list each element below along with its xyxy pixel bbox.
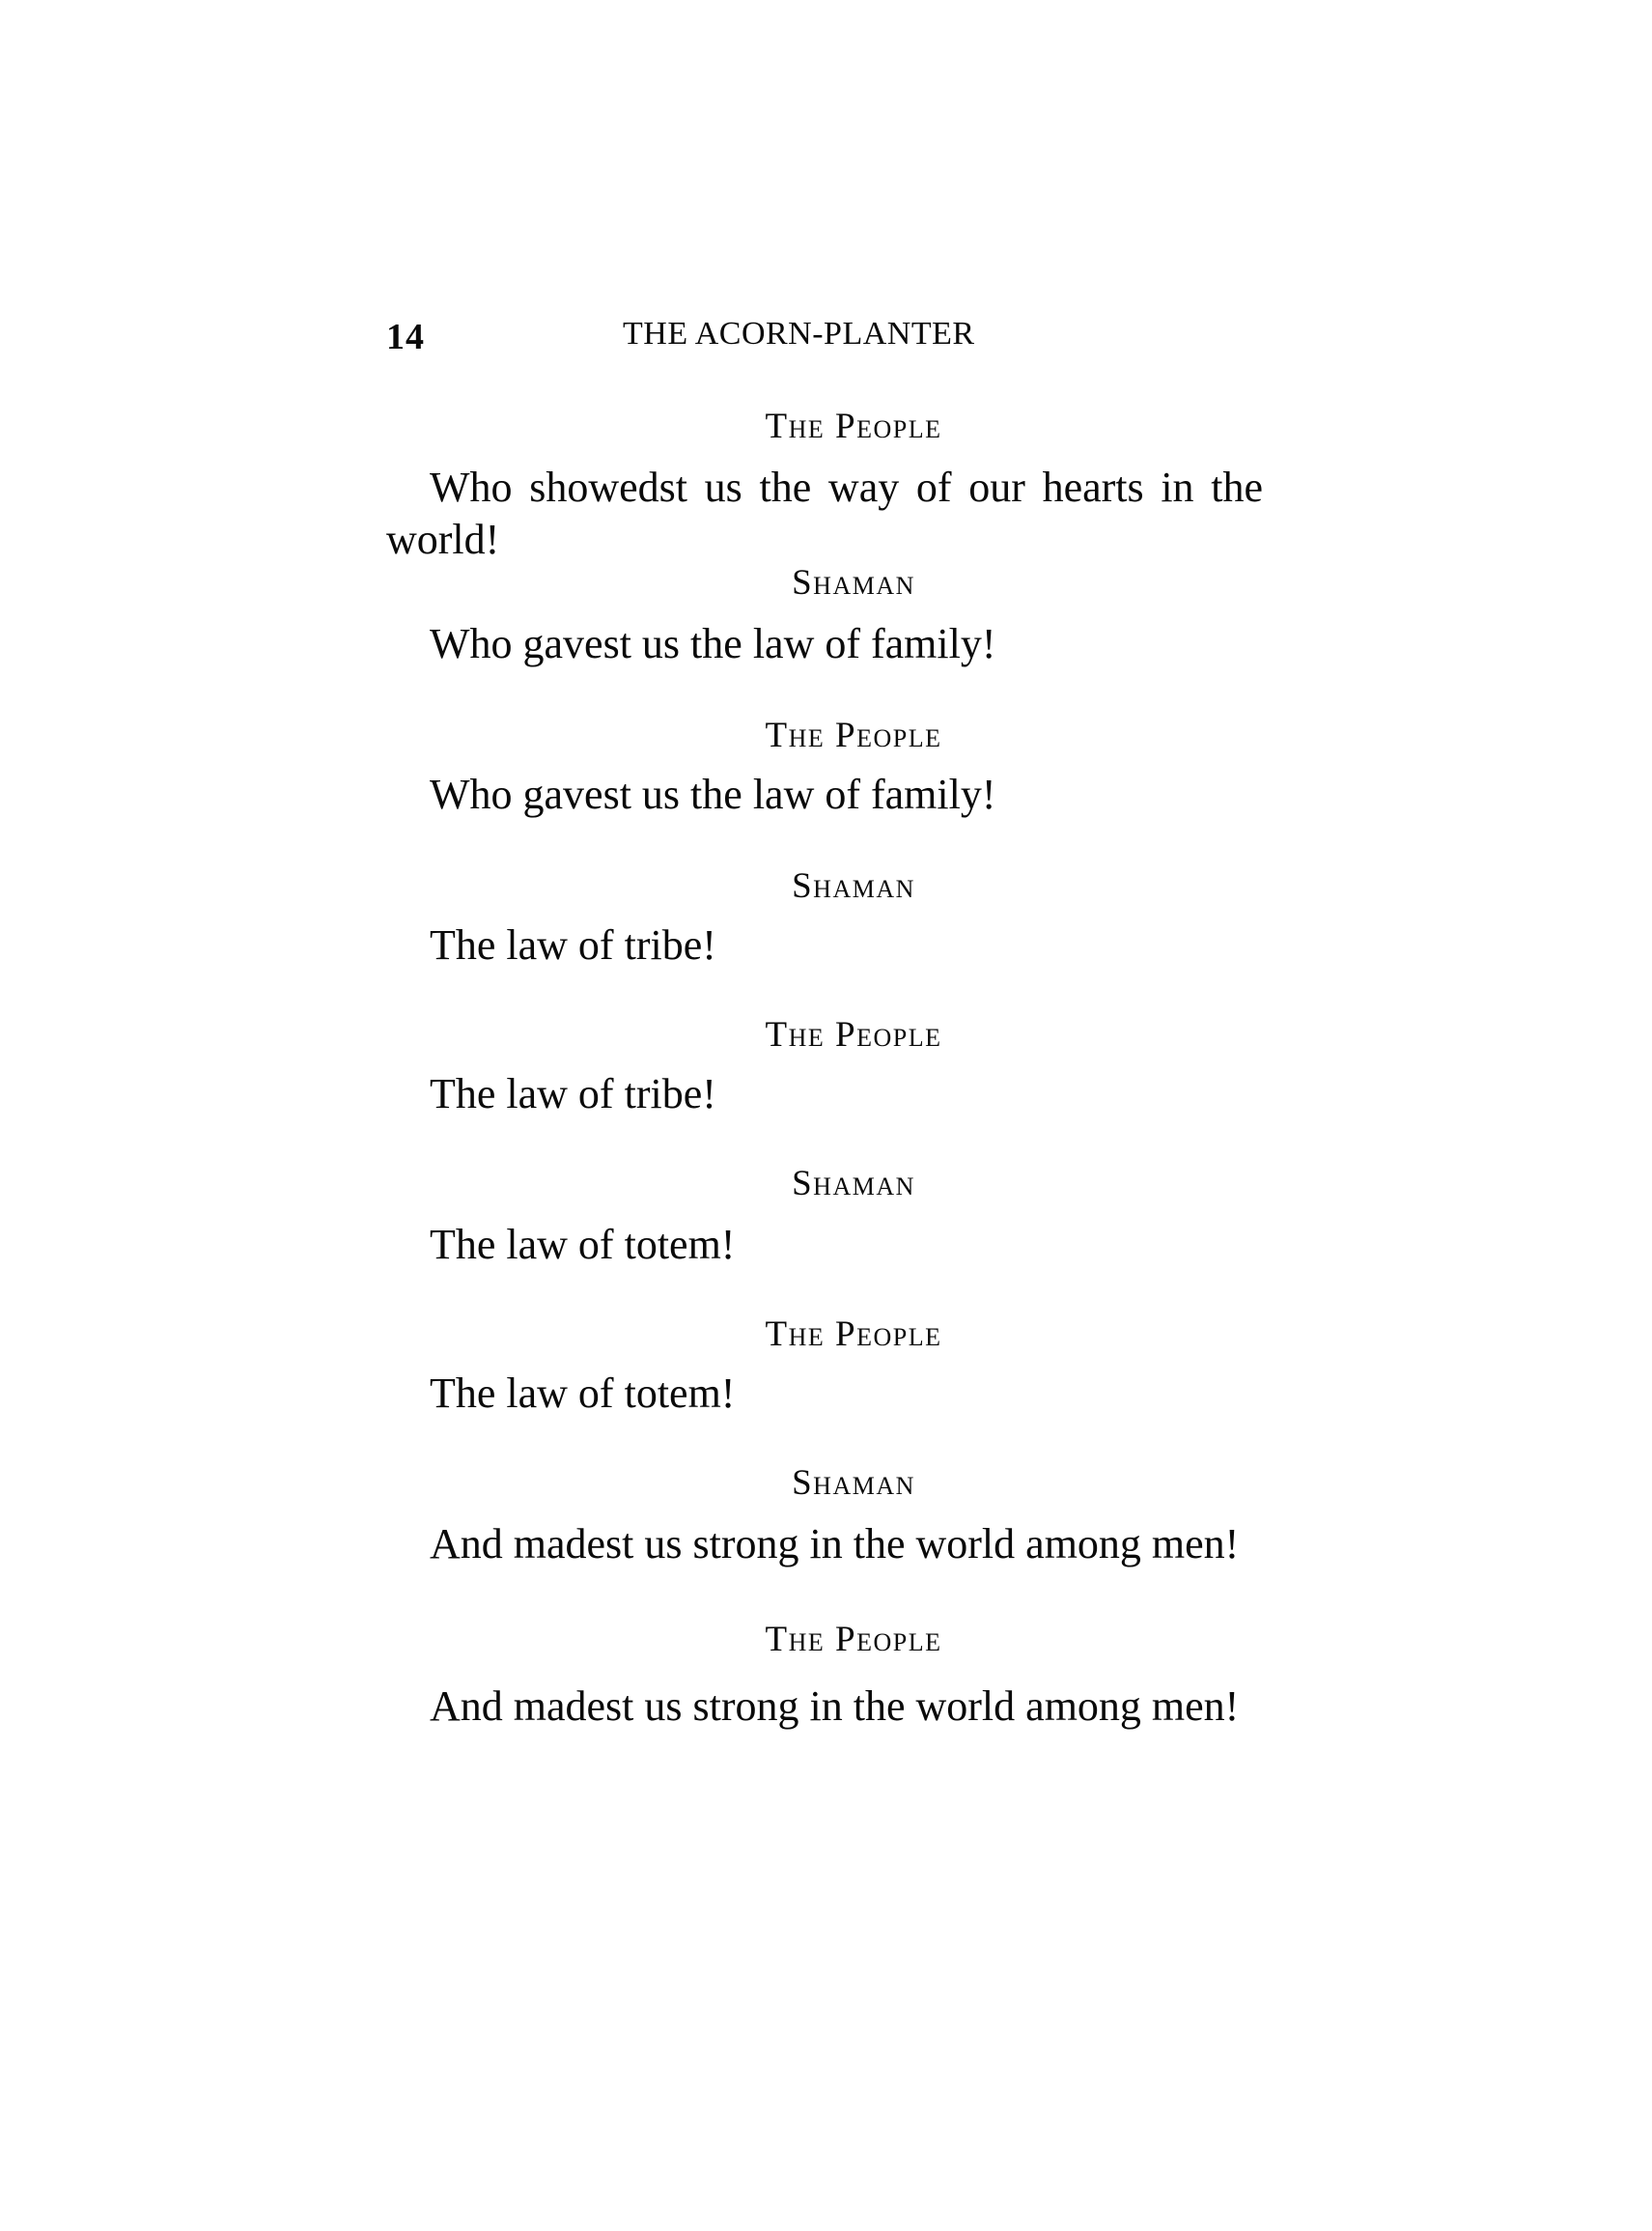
speaker-label: Shaman [792,866,915,906]
speaker-label: The People [765,1015,942,1055]
page-number: 14 [386,317,425,357]
dialogue-line: The law of totem! [430,1221,736,1268]
speaker-label: The People [765,1314,942,1354]
speaker-label: The People [765,1620,942,1659]
speaker-label: The People [765,407,942,446]
running-title: THE ACORN-PLANTER [623,316,975,352]
speaker-label: Shaman [792,563,915,603]
speaker-label: Shaman [792,1463,915,1503]
dialogue-line: And madest us strong in the world among men! [430,1682,1240,1730]
dialogue-line: Who gavest us the law of family! [430,620,996,667]
running-header [386,316,1023,374]
dialogue-line: The law of tribe! [430,1070,716,1117]
speaker-label: Shaman [792,1164,915,1203]
dialogue-line: Who showedst us the way of our hearts in the world! [386,464,1263,563]
dialogue-line: The law of totem! [430,1370,736,1417]
dialogue-line: And madest us strong in the world among men! [430,1520,1240,1567]
dialogue-line: Who gavest us the law of family! [430,771,996,818]
speaker-label: The People [765,716,942,755]
dialogue-line: The law of tribe! [430,921,716,969]
